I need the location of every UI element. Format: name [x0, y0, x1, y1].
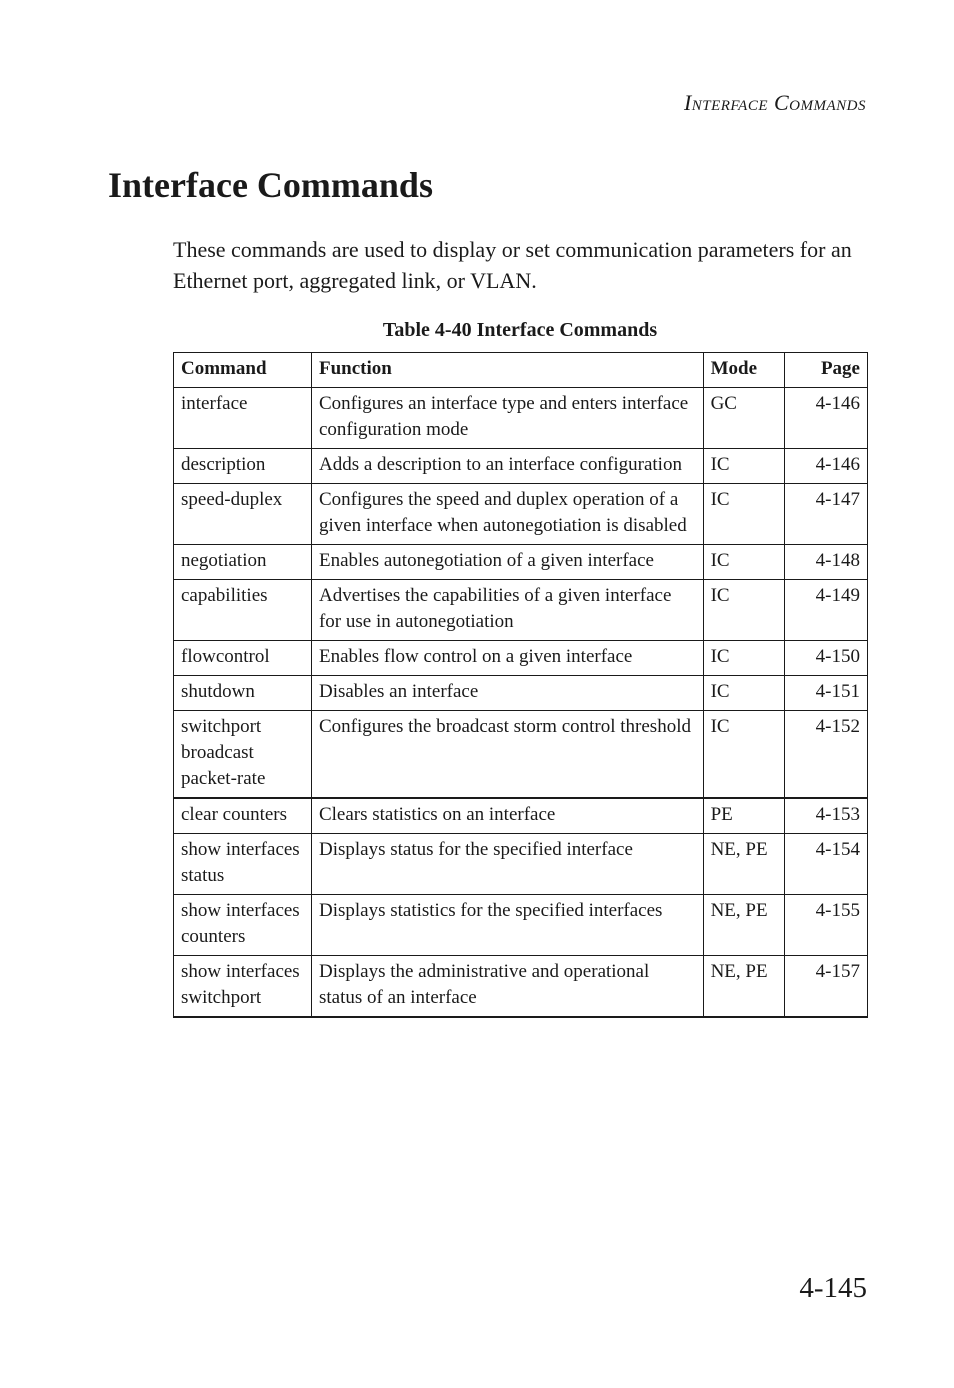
- table-row: [174, 895, 868, 956]
- page-cell: 4-150: [785, 641, 868, 676]
- page-cell: 4-155: [785, 895, 868, 956]
- mode-cell: PE: [703, 798, 784, 834]
- mode-cell: NE, PE: [703, 834, 784, 895]
- function-cell: Displays status for the specified interface: [311, 834, 703, 895]
- header-function: Function: [311, 353, 703, 388]
- table-row: [174, 388, 868, 449]
- mode-cell: IC: [703, 580, 784, 641]
- command-cell: negotiation: [174, 545, 312, 580]
- command-cell: flowcontrol: [174, 641, 312, 676]
- intro-paragraph: These commands are used to display or set communication parameters for an Ethernet port, aggregated link, or VLAN.: [173, 237, 852, 293]
- command-cell: show interfaces status: [174, 834, 312, 895]
- command-cell: shutdown: [174, 676, 312, 711]
- page-cell: 4-146: [785, 449, 868, 484]
- table-row: [174, 484, 868, 545]
- page-cell: 4-148: [785, 545, 868, 580]
- table-row: [174, 641, 868, 676]
- command-cell: capabilities: [174, 580, 312, 641]
- table-row: [174, 798, 868, 834]
- function-cell: Advertises the capabilities of a given interface for use in autonegotiation: [311, 580, 703, 641]
- page-cell: 4-152: [785, 711, 868, 799]
- table-row: [174, 834, 868, 895]
- command-cell: switchport broadcast packet-rate: [174, 711, 312, 799]
- mode-cell: IC: [703, 545, 784, 580]
- command-cell: show interfaces switchport: [174, 956, 312, 1018]
- mode-cell: IC: [703, 641, 784, 676]
- table-row: [174, 449, 868, 484]
- command-cell: show interfaces counters: [174, 895, 312, 956]
- table-header-row: [174, 353, 868, 388]
- function-cell: Configures the broadcast storm control threshold: [311, 711, 703, 799]
- function-cell: Enables autonegotiation of a given interface: [311, 545, 703, 580]
- function-cell: Configures the speed and duplex operation of a given interface when autonegotiation is disabled: [311, 484, 703, 545]
- page-number: 4-145: [799, 1272, 867, 1304]
- command-cell: speed-duplex: [174, 484, 312, 545]
- mode-cell: IC: [703, 484, 784, 545]
- command-cell: clear counters: [174, 798, 312, 834]
- function-cell: Displays statistics for the specified interfaces: [311, 895, 703, 956]
- page-cell: 4-157: [785, 956, 868, 1018]
- page-cell: 4-146: [785, 388, 868, 449]
- mode-cell: IC: [703, 711, 784, 799]
- mode-cell: NE, PE: [703, 895, 784, 956]
- command-cell: description: [174, 449, 312, 484]
- table-row: [174, 711, 868, 799]
- header-page: Page: [785, 353, 868, 388]
- table-row: [174, 545, 868, 580]
- mode-cell: NE, PE: [703, 956, 784, 1018]
- page-cell: 4-149: [785, 580, 868, 641]
- interface-commands-table: [173, 352, 868, 1018]
- mode-cell: IC: [703, 676, 784, 711]
- page-cell: 4-147: [785, 484, 868, 545]
- function-cell: Configures an interface type and enters interface configuration mode: [311, 388, 703, 449]
- command-cell: interface: [174, 388, 312, 449]
- page-cell: 4-151: [785, 676, 868, 711]
- table-row: [174, 676, 868, 711]
- page-cell: 4-154: [785, 834, 868, 895]
- page-cell: 4-153: [785, 798, 868, 834]
- table-row: [174, 956, 868, 1018]
- table-caption: Table 4-40 Interface Commands: [382, 319, 658, 341]
- table-row: [174, 580, 868, 641]
- mode-cell: IC: [703, 449, 784, 484]
- header-mode: Mode: [703, 353, 784, 388]
- function-cell: Clears statistics on an interface: [311, 798, 703, 834]
- header-command: Command: [174, 353, 312, 388]
- function-cell: Enables flow control on a given interface: [311, 641, 703, 676]
- mode-cell: GC: [703, 388, 784, 449]
- running-header: Interface Commands: [683, 90, 866, 115]
- function-cell: Adds a description to an interface configuration: [311, 449, 703, 484]
- function-cell: Displays the administrative and operational status of an interface: [311, 956, 703, 1018]
- page-title: Interface Commands: [108, 165, 433, 205]
- function-cell: Disables an interface: [311, 676, 703, 711]
